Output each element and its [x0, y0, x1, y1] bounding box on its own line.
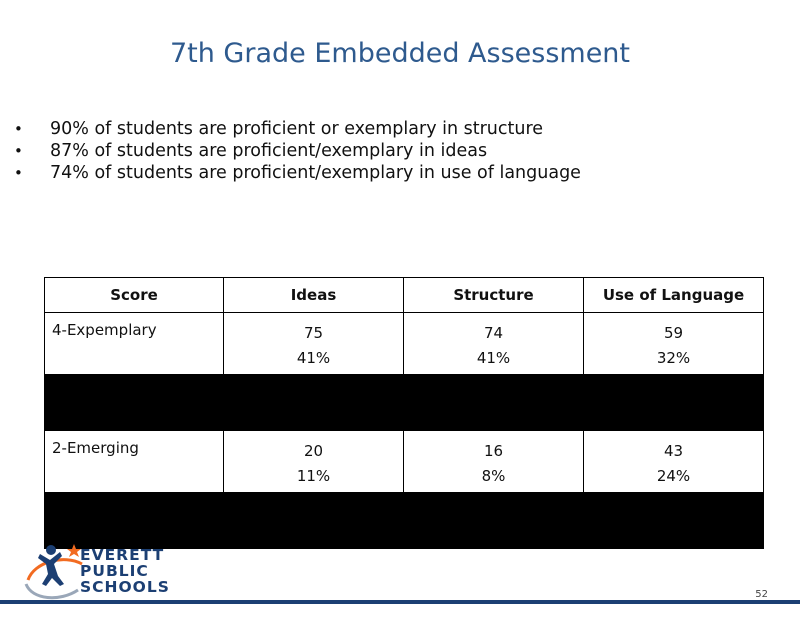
- language-cell: [584, 313, 764, 375]
- ideas-cell: [224, 313, 404, 375]
- score-table: [44, 277, 764, 549]
- bullet-text: 87% of students are proficient/exemplary in ideas: [50, 141, 488, 161]
- language-count: 59: [663, 324, 684, 342]
- logo-line-1: EVERETT: [80, 546, 165, 564]
- bullet-text: 90% of students are proficient or exemplary in structure: [50, 119, 544, 139]
- footer-divider: [0, 600, 800, 604]
- ideas-cell: [224, 431, 404, 493]
- ideas-count: 20: [303, 442, 324, 460]
- header-ideas: Ideas: [224, 278, 404, 313]
- logo-star: [67, 544, 81, 557]
- structure-percent: 8%: [481, 467, 506, 485]
- logo-line-2: PUBLIC: [80, 562, 149, 580]
- logo-wordmark: [80, 547, 170, 595]
- bullet-icon: •: [14, 164, 23, 182]
- slide-title: 7th Grade Embedded Assessment: [169, 38, 631, 69]
- ideas-count: 75: [303, 324, 324, 342]
- table-header-row: [45, 278, 764, 313]
- structure-count: 74: [483, 324, 504, 342]
- logo-figure-body: [38, 552, 64, 586]
- bullet-text: 74% of students are proficient/exemplary in use of language: [50, 163, 581, 183]
- row-label: 2-Emerging: [45, 431, 224, 493]
- structure-count: 16: [483, 442, 504, 460]
- bullet-icon: •: [14, 142, 23, 160]
- language-cell: [584, 431, 764, 493]
- bullet-item: [14, 118, 581, 140]
- table-row: [45, 431, 764, 493]
- bullet-icon: •: [14, 120, 23, 138]
- structure-percent: 41%: [476, 349, 511, 367]
- language-count: 43: [663, 442, 684, 460]
- bullet-item: [14, 162, 581, 184]
- table-row: [45, 313, 764, 375]
- header-structure: Structure: [404, 278, 584, 313]
- page-number: 52: [755, 589, 768, 600]
- bullet-list: [14, 118, 581, 184]
- language-percent: 32%: [656, 349, 691, 367]
- row-label: 4-Expemplary: [45, 313, 224, 375]
- logo-figure-head: [46, 545, 56, 555]
- ideas-percent: 11%: [296, 467, 331, 485]
- logo-line-3: SCHOOLS: [80, 578, 170, 596]
- bullet-item: [14, 140, 581, 162]
- logo-swoosh-gray: [26, 584, 78, 598]
- redaction-block: [45, 375, 764, 431]
- language-percent: 24%: [656, 467, 691, 485]
- redacted-row: [45, 375, 764, 431]
- structure-cell: [404, 313, 584, 375]
- header-score: Score: [45, 278, 224, 313]
- ideas-percent: 41%: [296, 349, 331, 367]
- structure-cell: [404, 431, 584, 493]
- header-use-of-language: Use of Language: [584, 278, 764, 313]
